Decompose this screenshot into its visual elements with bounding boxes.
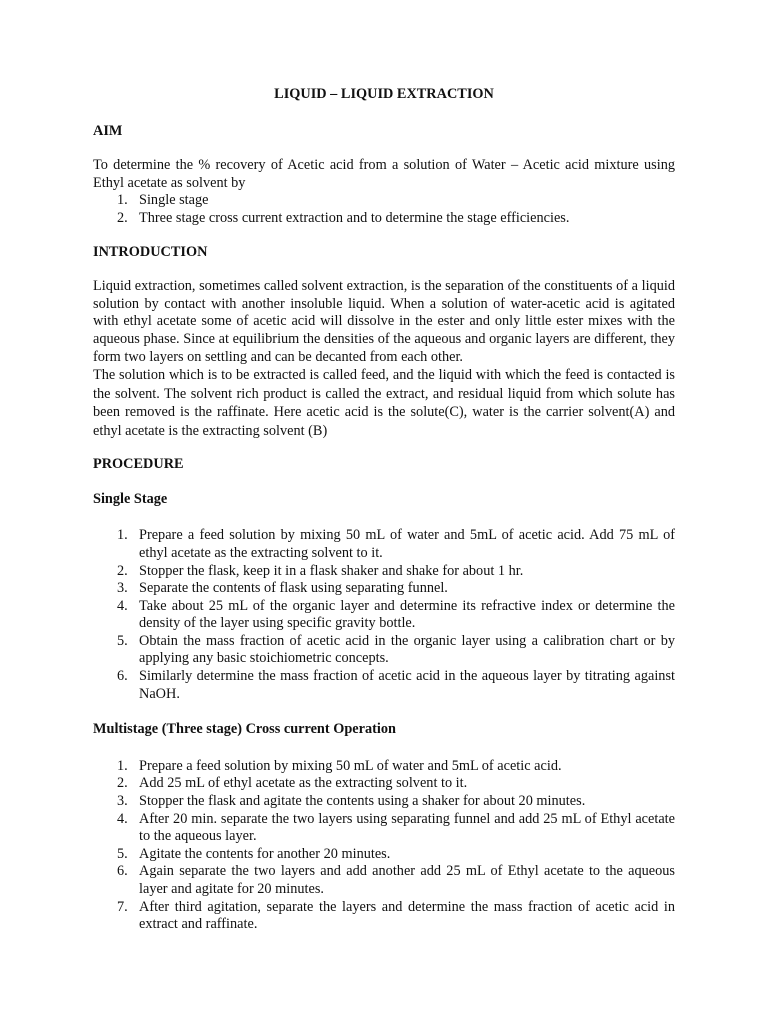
introduction-heading: INTRODUCTION <box>93 243 208 260</box>
list-number: 1. <box>117 192 128 209</box>
list-number: 3. <box>117 793 128 810</box>
list-number: 1. <box>117 757 128 774</box>
multistage-list <box>93 758 675 934</box>
list-number: 5. <box>117 845 128 862</box>
list-number: 6. <box>117 668 128 685</box>
introduction-paragraph-2: The solution which is to be extracted is called feed, and the liquid with which the feed is contacted is the solvent. The solvent rich product is called the extract, and residual liquid from which solute has been removed is the raffinate. Here acetic acid is the solute(C), water is the carrier solvent(A) and ethyl acetate is the extracting solvent (B) <box>93 367 675 439</box>
list-item-text: Obtain the mass fraction of acetic acid in the organic layer using a calibration chart or by applying any basic stoichiometric concepts. <box>139 632 675 667</box>
list-item-text: Take about 25 mL of the organic layer and determine its refractive index or determine the density of the layer using specific gravity bottle. <box>139 597 675 632</box>
single-stage-step <box>93 580 675 598</box>
list-item-text: Separate the contents of flask using separating funnel. <box>139 580 448 597</box>
list-item-text: Add 25 mL of ethyl acetate as the extracting solvent to it. <box>139 775 468 792</box>
document-title: LIQUID – LIQUID EXTRACTION <box>274 86 494 102</box>
list-item-text: Stopper the flask, keep it in a flask shaker and shake for about 1 hr. <box>139 562 524 579</box>
multistage-step <box>93 899 675 934</box>
list-item-text: Again separate the two layers and add another add 25 mL of Ethyl acetate to the aqueous layer and agitate for 20 minutes. <box>139 863 675 897</box>
introduction-paragraph-1: Liquid extraction, sometimes called solvent extraction, is the separation of the constituents of a liquid solution by contact with another insoluble liquid. When a solution of water-acetic acid is agitated with ethyl acetate some of acetic acid will dissolve in the ester and only little ester mixes with the aqueous phase. Since at equilibrium the densities of the aqueous and organic layers are different, they form two layers on settling and can be decanted from each other. <box>93 278 675 365</box>
aim-list-item <box>93 192 675 210</box>
aim-text: To determine the % recovery of Acetic acid from a solution of Water – Acetic acid mixture using Ethyl acetate as solvent by <box>93 157 675 191</box>
list-number: 3. <box>117 580 128 597</box>
spacer <box>93 228 675 244</box>
list-item-text: After 20 min. separate the two layers using separating funnel and add 25 mL of Ethyl acetate to the aqueous layer. <box>139 810 675 845</box>
list-number: 5. <box>117 632 128 649</box>
single-stage-list <box>93 527 675 703</box>
single-stage-step <box>93 598 675 633</box>
multistage-step <box>93 758 675 776</box>
list-item-text: Single stage <box>139 192 209 209</box>
multistage-step <box>93 846 675 864</box>
single-stage-step <box>93 527 675 562</box>
spacer <box>93 703 675 721</box>
list-number: 2. <box>117 562 128 579</box>
list-item-text: Prepare a feed solution by mixing 50 mL of water and 5mL of acetic acid. Add 75 mL of ethyl acetate as the extracting solvent to it. <box>139 527 675 561</box>
list-number: 1. <box>117 527 128 544</box>
list-number: 4. <box>117 597 128 614</box>
single-stage-heading: Single Stage <box>93 490 168 507</box>
list-item-text: Prepare a feed solution by mixing 50 mL of water and 5mL of acetic acid. <box>139 757 562 774</box>
spacer <box>93 440 675 456</box>
single-stage-step <box>93 563 675 581</box>
list-number: 2. <box>117 775 128 792</box>
list-number: 2. <box>117 209 128 226</box>
multistage-step <box>93 811 675 846</box>
multistage-step <box>93 863 675 898</box>
list-item-text: Agitate the contents for another 20 minutes. <box>139 845 391 862</box>
list-number: 6. <box>117 863 128 880</box>
single-stage-step <box>93 633 675 668</box>
list-number: 4. <box>117 810 128 827</box>
aim-list-item <box>93 210 675 228</box>
aim-list <box>93 192 675 227</box>
list-number: 7. <box>117 898 128 915</box>
multistage-step <box>93 793 675 811</box>
list-item-text: After third agitation, separate the layers and determine the mass fraction of acetic acid in extract and raffinate. <box>139 898 675 933</box>
multistage-step <box>93 775 675 793</box>
list-item-text: Stopper the flask and agitate the contents using a shaker for about 20 minutes. <box>139 793 586 810</box>
list-item-text: Similarly determine the mass fraction of acetic acid in the aqueous layer by titrating against NaOH. <box>139 668 675 702</box>
multistage-heading: Multistage (Three stage) Cross current Operation <box>93 721 396 738</box>
procedure-heading: PROCEDURE <box>93 456 184 473</box>
list-item-text: Three stage cross current extraction and to determine the stage efficiencies. <box>139 209 570 226</box>
aim-heading: AIM <box>93 122 123 139</box>
single-stage-step <box>93 668 675 703</box>
